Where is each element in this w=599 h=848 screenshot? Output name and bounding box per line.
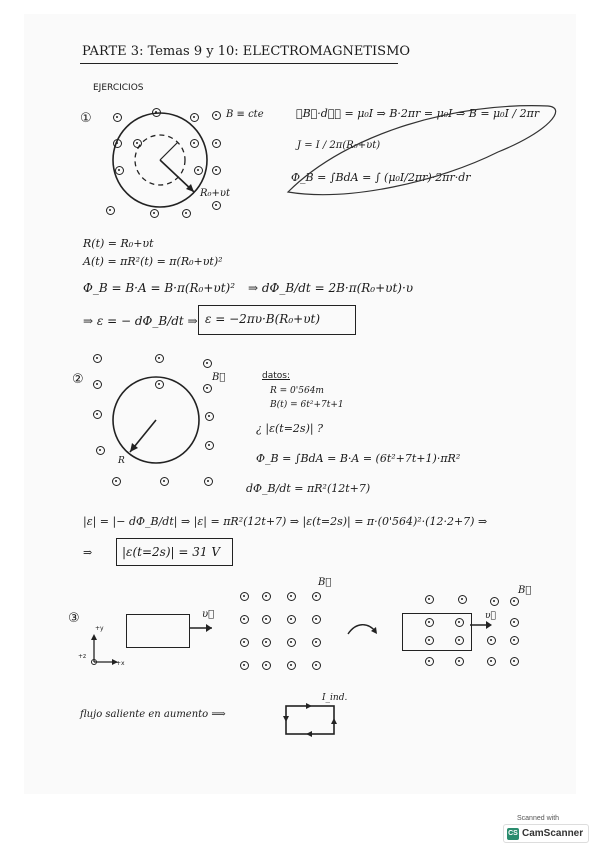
- exercise-3-number: ③: [68, 611, 80, 626]
- field-dot: [455, 657, 464, 666]
- field-dot: [93, 354, 102, 363]
- field-dot: [150, 209, 159, 218]
- field-dot: [96, 446, 105, 455]
- field-dot: [212, 166, 221, 175]
- flux-derivative-2: dΦ_B/dt = πR²(12t+7): [246, 482, 371, 495]
- given-data-title: datos:: [262, 371, 290, 381]
- field-dot: [425, 595, 434, 604]
- velocity-label: υ⃗: [202, 609, 215, 620]
- field-dot: [205, 412, 214, 421]
- field-dot: [458, 595, 467, 604]
- field-dot: [160, 477, 169, 486]
- question: ¿ |ε(t=2s)| ?: [256, 422, 323, 435]
- field-dot: [312, 615, 321, 624]
- field-dot: [287, 638, 296, 647]
- velocity-arrow: [188, 618, 218, 634]
- field-dot: [240, 661, 249, 670]
- field-dot: [113, 139, 122, 148]
- field-dot: [510, 618, 519, 627]
- field-dot: [490, 597, 499, 606]
- field-dot: [262, 592, 271, 601]
- field-label: B⃗: [212, 372, 226, 383]
- emf-result-2: |ε(t=2s)| = 31 V: [122, 545, 220, 559]
- exercise-1-number: ①: [80, 111, 92, 126]
- field-dot: [287, 661, 296, 670]
- field-dot: [262, 615, 271, 624]
- field-dot: [287, 592, 296, 601]
- field-dot: [262, 638, 271, 647]
- crossed-out-scribble: [268, 92, 568, 202]
- field-dot: [205, 441, 214, 450]
- field-dot: [212, 201, 221, 210]
- field-dot: [425, 636, 434, 645]
- page-title: PARTE 3: Temas 9 y 10: ELECTROMAGNETISMO: [82, 44, 411, 59]
- field-label-middle: B⃗: [318, 577, 332, 588]
- flux-increase-note: flujo saliente en aumento ⟹: [80, 709, 226, 720]
- camscanner-name: CamScanner: [522, 828, 584, 839]
- current-density: J = I / 2π(R₀+υt): [297, 140, 381, 151]
- title-underline: [80, 63, 398, 64]
- radius-function: R(t) = R₀+υt: [83, 237, 154, 250]
- field-dot: [425, 657, 434, 666]
- velocity-label-right: υ⃗: [485, 611, 496, 621]
- field-dot: [312, 661, 321, 670]
- field-dot: [240, 592, 249, 601]
- induced-current-label: I_ind.: [322, 693, 348, 703]
- field-dot: [212, 111, 221, 120]
- field-dot: [115, 166, 124, 175]
- section-label: EJERCICIOS: [93, 83, 144, 93]
- result-arrow: ⇒: [83, 546, 93, 559]
- field-dot: [212, 139, 221, 148]
- flux-integral: Φ_B = ∫BdA = ∫ (μ₀I/2πr)·2πr·dr: [291, 171, 471, 184]
- field-dot: [510, 657, 519, 666]
- flux-expression-2: Φ_B = ∫BdA = B·A = (6t²+7t+1)·πR²: [256, 452, 461, 465]
- field-dot: [240, 638, 249, 647]
- camscanner-badge: [503, 824, 589, 843]
- camscanner-watermark: [503, 815, 587, 841]
- field-dot: [93, 410, 102, 419]
- field-dot: [190, 113, 199, 122]
- field-dot: [155, 354, 164, 363]
- field-dot: [455, 618, 464, 627]
- field-dot: [204, 477, 213, 486]
- field-dot: [455, 636, 464, 645]
- field-dot: [106, 206, 115, 215]
- radius-label: R₀+υt: [200, 188, 231, 199]
- scanned-with-text: Scanned with: [517, 815, 560, 822]
- field-dot: [510, 636, 519, 645]
- field-dot: [203, 359, 212, 368]
- camscanner-logo-icon: CS: [507, 828, 519, 840]
- field-dot: [487, 636, 496, 645]
- flux-derivative: ⇒ dΦ_B/dt = 2B·π(R₀+υt)·υ: [248, 281, 414, 295]
- field-dot: [203, 384, 212, 393]
- field-dot: [240, 615, 249, 624]
- exercise-2-number: ②: [72, 372, 84, 387]
- field-label-right: B⃗: [518, 585, 532, 596]
- given-radius: R = 0'564m: [270, 386, 324, 396]
- field-dot: [312, 592, 321, 601]
- flux-expression: Φ_B = B·A = B·π(R₀+υt)²: [83, 281, 236, 295]
- axis-z-label: +z: [78, 653, 87, 660]
- field-constant-label: B ≡ cte: [226, 109, 264, 120]
- emf-derivation-2: |ε| = |− dΦ_B/dt| ⇒ |ε| = πR²(12t+7) ⇒ |ε(t=2s)| = π·(0'564)²·(12·2+7) ⇒: [83, 515, 488, 528]
- ampere-law: ∮B⃗·dℓ⃗ = μ₀I ⇒ B·2πr = μ₀I ⇒ B = μ₀I / 2πr: [296, 107, 540, 120]
- field-dot: [425, 618, 434, 627]
- field-dot: [287, 615, 296, 624]
- field-dot: [133, 139, 142, 148]
- field-dot: [182, 209, 191, 218]
- emf-derivation: ⇒ ε = − dΦ_B/dt ⇒: [83, 314, 198, 328]
- field-dot: [112, 477, 121, 486]
- r0-line: [160, 142, 178, 160]
- field-dot: [152, 108, 161, 117]
- field-dot: [155, 380, 164, 389]
- radius-label: R: [118, 456, 125, 466]
- area-function: A(t) = πR²(t) = π(R₀+υt)²: [83, 255, 223, 268]
- given-field-function: B(t) = 6t²+7t+1: [270, 400, 344, 410]
- field-dot: [487, 657, 496, 666]
- axis-y-label: +y: [95, 625, 104, 632]
- field-dot: [190, 139, 199, 148]
- axis-x-label: +x: [116, 660, 125, 667]
- loop-rectangle: [126, 614, 190, 648]
- field-dot: [194, 166, 203, 175]
- field-dot: [113, 113, 122, 122]
- field-dot: [262, 661, 271, 670]
- emf-result: ε = −2πυ·B(R₀+υt): [205, 312, 321, 326]
- field-dot: [510, 597, 519, 606]
- field-dot: [312, 638, 321, 647]
- transition-arrow: [346, 620, 380, 640]
- induced-current-loop: [282, 702, 338, 738]
- field-dot: [93, 380, 102, 389]
